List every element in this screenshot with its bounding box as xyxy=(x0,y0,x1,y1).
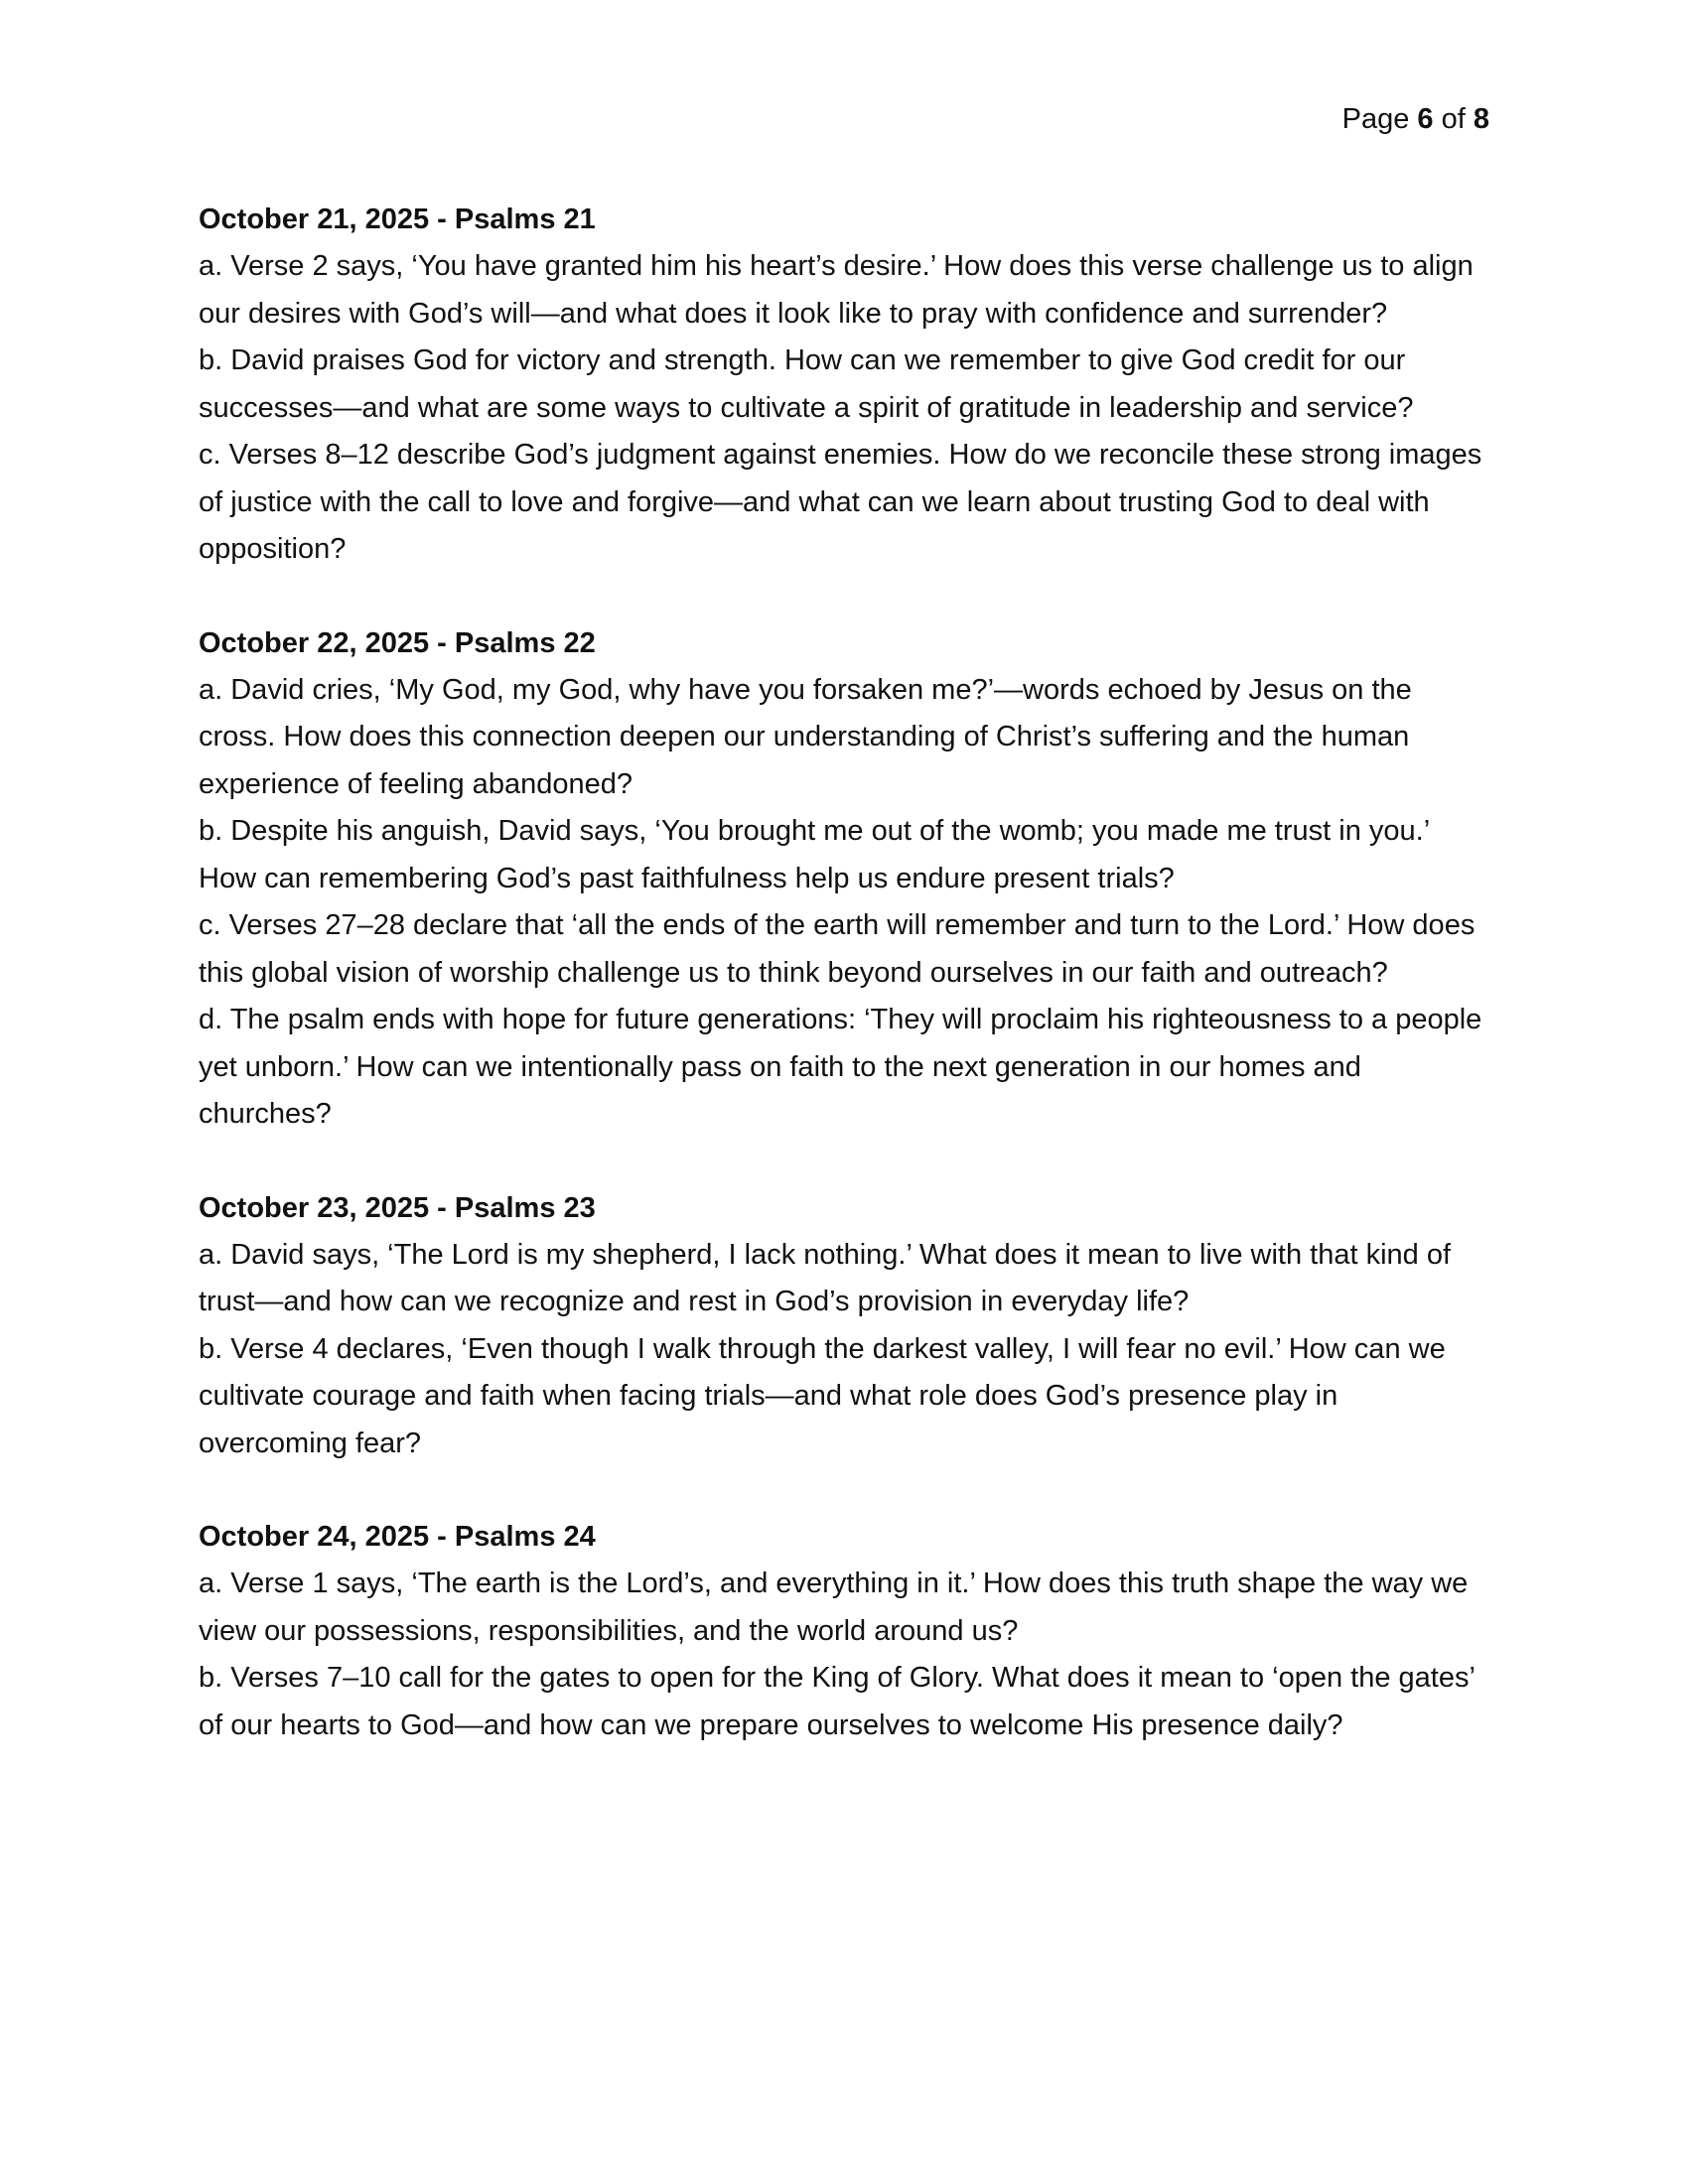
section-title: October 21, 2025 - Psalms 21 xyxy=(199,204,596,235)
section-psalms-23 xyxy=(199,1185,1489,1468)
section-psalms-21 xyxy=(199,197,1489,574)
total-pages: 8 xyxy=(1473,103,1489,135)
document-body xyxy=(199,197,1489,1796)
section-psalms-22 xyxy=(199,620,1489,1139)
question-item: a. David cries, ‘My God, my God, why have you forsaken me?’—words echoed by Jesus on the cross. How does this connection deepen our understanding of Christ’s suffering and the human experience of feeling abandoned? xyxy=(199,673,1412,800)
question-item: c. Verses 8–12 describe God’s judgment against enemies. How do we reconcile these strong images of justice with the call to love and forgive—and what can we learn about trusting God to deal with opposition? xyxy=(199,439,1482,565)
page-prefix: Page xyxy=(1341,103,1410,135)
question-item: b. David praises God for victory and strength. How can we remember to give God credit for our successes—and what are some ways to cultivate a spirit of gratitude in leadership and service? xyxy=(199,344,1414,424)
question-item: a. David says, ‘The Lord is my shepherd, I lack nothing.’ What does it mean to live with that kind of trust—and how can we recognize and rest in God’s provision in everyday life? xyxy=(199,1238,1452,1317)
page-separator: of xyxy=(1441,103,1466,135)
question-item: c. Verses 27–28 declare that ‘all the ends of the earth will remember and turn to the Lord.’ How does this global vision of worship challenge us to think beyond ourselves in our faith and outreach? xyxy=(199,909,1476,989)
question-item: a. Verse 1 says, ‘The earth is the Lord’s, and everything in it.’ How does this truth shape the way we view our possessions, responsibilities, and the world around us? xyxy=(199,1568,1469,1647)
current-page: 6 xyxy=(1417,103,1434,135)
section-title: October 23, 2025 - Psalms 23 xyxy=(199,1191,596,1224)
section-title: October 24, 2025 - Psalms 24 xyxy=(199,1521,596,1553)
section-psalms-24 xyxy=(199,1514,1489,1749)
question-item: b. Verse 4 declares, ‘Even though I walk through the darkest valley, I will fear no evil.’ How can we cultivate courage and faith when facing trials—and what role does God’s presence play in overcoming fear? xyxy=(199,1332,1446,1459)
question-item: a. Verse 2 says, ‘You have granted him his heart’s desire.’ How does this verse challenge us to align our desires with God’s will—and what does it look like to pray with confidence and surrender? xyxy=(199,250,1474,330)
question-item: b. Verses 7–10 call for the gates to open for the King of Glory. What does it mean to ‘open the gates’ of our hearts to God—and how can we prepare ourselves to welcome His presence daily? xyxy=(199,1662,1475,1741)
question-item: d. The psalm ends with hope for future generations: ‘They will proclaim his righteousness to a people yet unborn.’ How can we intentionally pass on faith to the next generation in our homes and churches? xyxy=(199,1004,1482,1130)
section-title: October 22, 2025 - Psalms 22 xyxy=(199,626,596,659)
page-number xyxy=(1342,99,1489,139)
question-item: b. Despite his anguish, David says, ‘You brought me out of the womb; you made me trust in you.’ How can remembering God’s past faithfulness help us endure present trials? xyxy=(199,815,1430,894)
